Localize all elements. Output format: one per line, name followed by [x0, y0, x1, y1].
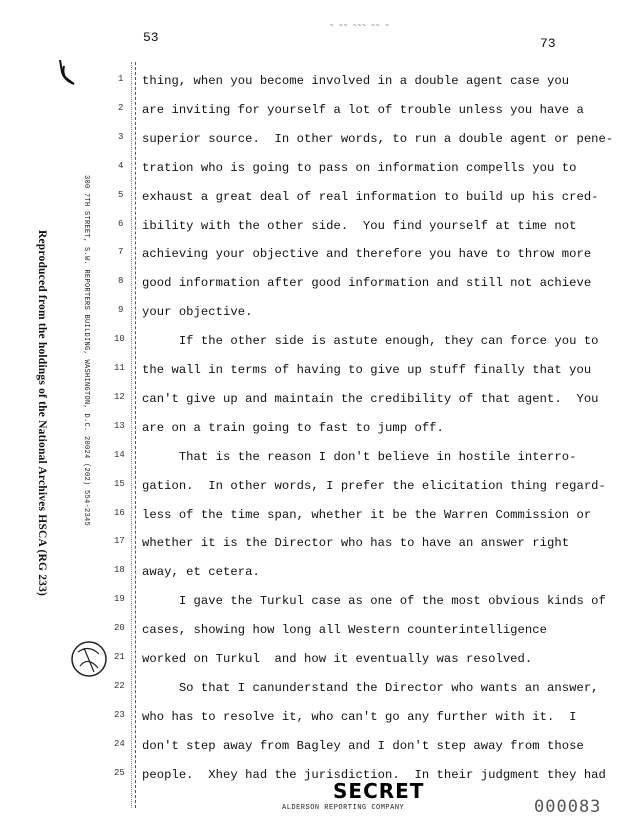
transcript-line: away, et cetera.	[142, 565, 260, 580]
line-number: 25	[114, 767, 125, 778]
line-number: 24	[114, 738, 125, 749]
left-margin-rule	[135, 62, 136, 808]
line-number: 4	[118, 160, 124, 171]
reporter-address-text: 300 7TH STREET, S.W. REPORTERS BUILDING, WASHINGTON, D.C. 20024 (202) 554-2345	[82, 175, 90, 527]
transcript-line: good information after good information and still not achieve	[142, 276, 592, 291]
transcript-line: superior source. In other words, to run a double agent or pene-	[142, 131, 614, 146]
line-number: 17	[114, 536, 125, 547]
line-number: 21	[114, 652, 125, 662]
transcript-line: gation. In other words, I prefer the elicitation thing regard-	[142, 478, 606, 493]
transcript-line: If the other side is astute enough, they can force you to	[142, 334, 599, 349]
line-number: 15	[114, 478, 125, 489]
transcript-line: thing, when you become involved in a double agent case you	[142, 74, 570, 88]
transcript-line: less of the time span, whether it be the Warren Commission or	[142, 507, 592, 522]
line-number: 11	[114, 363, 125, 373]
reporting-company: ALDERSON REPORTING COMPANY	[282, 804, 405, 812]
page-number-left: 53	[143, 30, 159, 45]
transcript-line: who has to resolve it, who can't go any further with it. I	[142, 709, 577, 724]
pen-mark-icon	[52, 58, 82, 90]
line-number: 1	[118, 74, 124, 84]
archive-source-text: Reproduced from the holdings of the National Archives HSCA (RG 233)	[36, 230, 48, 597]
transcript-line: are inviting for yourself a lot of trouble unless you have a	[142, 102, 584, 117]
line-number: 18	[114, 565, 125, 576]
transcript-line: So that I canunderstand the Director who wants an answer,	[142, 680, 599, 695]
classification-stamp: SECRET	[333, 779, 425, 803]
transcript-line: achieving your objective and therefore you have to throw more	[142, 247, 592, 262]
line-number: 14	[114, 449, 125, 460]
document-number: 000083	[534, 797, 602, 817]
line-number: 7	[118, 247, 124, 258]
line-number: 9	[118, 305, 124, 316]
transcript-line: your objective.	[142, 305, 253, 320]
transcript-line: people. Xhey had the jurisdiction. In their judgment they had	[142, 767, 606, 782]
line-number: 3	[118, 131, 124, 142]
seal-stamp-icon	[66, 636, 112, 682]
transcript-line: ibility with the other side. You find yourself at time not	[142, 218, 577, 233]
line-number: 16	[114, 507, 125, 518]
line-number: 6	[118, 218, 124, 229]
line-number: 19	[114, 594, 125, 605]
transcript-line: cases, showing how long all Western counterintelligence	[142, 623, 548, 638]
transcript-line: don't step away from Bagley and I don't step away from those	[142, 738, 584, 753]
top-stamp-mark: ~ ~~ ~~~ ~~ ~	[330, 22, 390, 29]
line-number: 10	[114, 334, 125, 345]
transcript-line: exhaust a great deal of real information to build up his cred-	[142, 189, 599, 204]
line-number: 5	[118, 189, 124, 200]
left-margin-rule-secondary	[131, 62, 132, 808]
transcript-line: whether it is the Director who has to have an answer right	[142, 536, 570, 551]
transcript-line: the wall in terms of having to give up stuff finally that you	[142, 363, 592, 377]
page-number-right: 73	[540, 36, 556, 51]
transcript-line: I gave the Turkul case as one of the most obvious kinds of	[142, 594, 606, 609]
transcript-line: worked on Turkul and how it eventually was resolved.	[142, 652, 533, 666]
line-number: 12	[114, 391, 125, 402]
line-number: 8	[118, 276, 124, 287]
line-number: 22	[114, 680, 125, 691]
line-number: 20	[114, 623, 125, 634]
transcript-line: tration who is going to pass on information compells you to	[142, 160, 577, 175]
line-number: 13	[114, 420, 125, 431]
line-number: 2	[118, 102, 124, 113]
transcript-line: can't give up and maintain the credibility of that agent. You	[142, 391, 599, 406]
transcript-line: are on a train going to fast to jump off.	[142, 420, 444, 435]
line-number: 23	[114, 709, 125, 720]
transcript-line: That is the reason I don't believe in hostile interro-	[142, 449, 577, 464]
